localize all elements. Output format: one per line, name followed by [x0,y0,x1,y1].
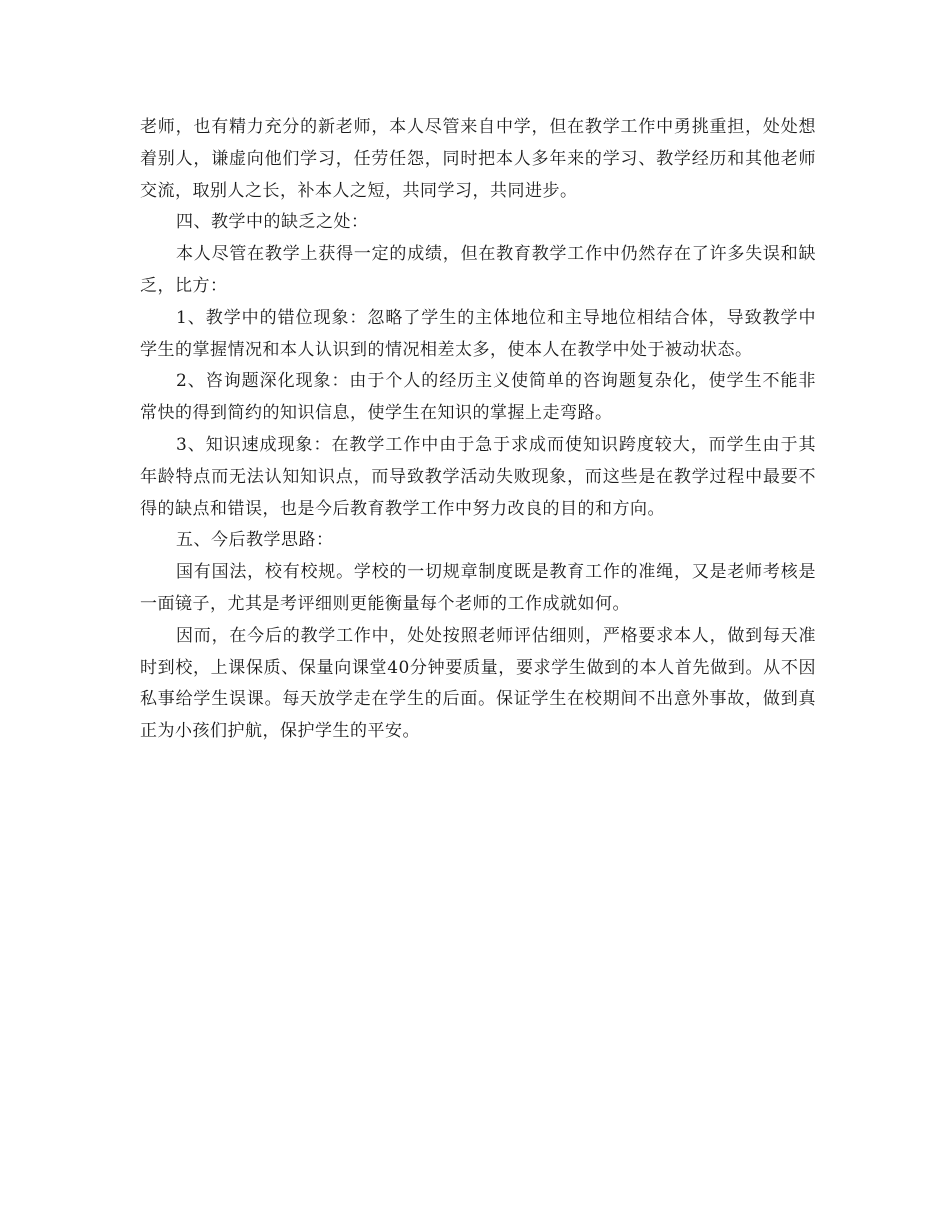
section-heading-shortcomings: 四、教学中的缺乏之处： [176,212,369,233]
document-body [140,112,816,748]
paragraph-continuation: 老师，也有精力充分的新老师，本人尽管来自中学，但在教学工作中勇挑重担，处处想着别人，谦虚向他们学习，任劳任怨，同时把本人多年来的学习、教学经历和其他老师交流，取别人之长，补本人之短，共同学习，共同进步。 [140,117,816,201]
list-item-1: 1、教学中的错位现象：忽略了学生的主体地位和主导地位相结合体，导致教学中学生的掌握情况和本人认识到的情况相差太多，使本人在教学中处于被动状态。 [140,307,816,360]
section-heading-future: 五、今后教学思路： [176,530,334,551]
list-item-3: 3、知识速成现象：在教学工作中由于急于求成而使知识跨度较大，而学生由于其年龄特点而无法认知知识点，而导致教学活动失败现象，而这些是在教学过程中最要不得的缺点和错误，也是今后教育教学工作中努力改良的目的和方向。 [140,434,816,519]
paragraph-plan: 因而，在今后的教学工作中，处处按照老师评估细则，严格要求本人，做到每天准时到校，上课保质、保量向课堂40分钟要质量，要求学生做到的本人首先做到。从不因私事给学生误课。每天放学走在学生的后面。保证学生在校期间不出意外事故，做到真正为小孩们护航，保护学生的平安。 [140,625,816,742]
list-item-2: 2、咨询题深化现象：由于个人的经历主义使简单的咨询题复杂化，使学生不能非常快的得到简约的知识信息，使学生在知识的掌握上走弯路。 [140,371,816,424]
paragraph-shortcomings-intro: 本人尽管在教学上获得一定的成绩，但在教育教学工作中仍然存在了许多失误和缺乏，比方： [140,244,816,296]
paragraph-rules: 国有国法，校有校规。学校的一切规章制度既是教育工作的准绳，又是老师考核是一面镜子，尤其是考评细则更能衡量每个老师的工作成就如何。 [140,562,816,614]
